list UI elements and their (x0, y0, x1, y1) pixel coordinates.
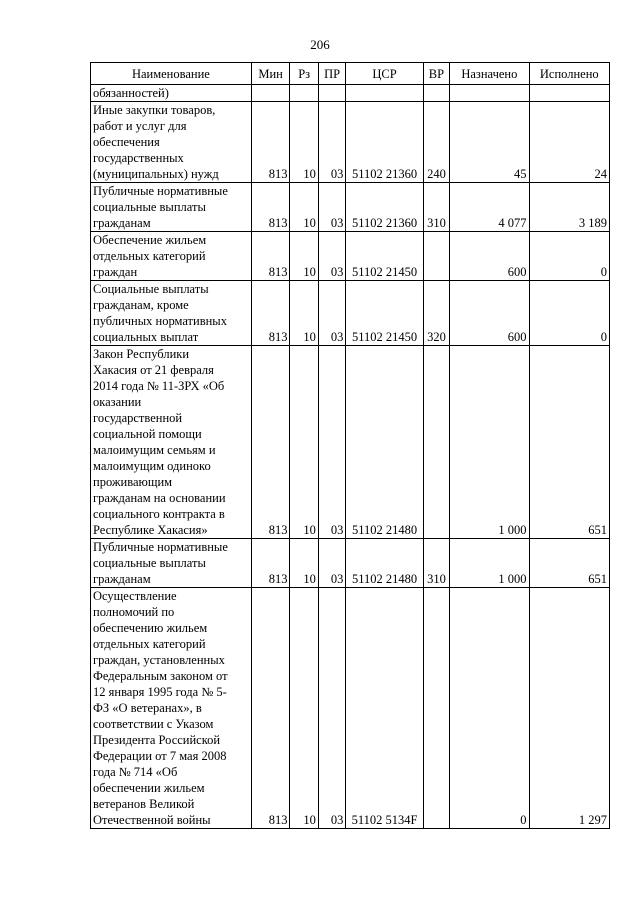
row-executed: 651 (529, 539, 609, 588)
row-rz: 10 (290, 588, 318, 829)
row-pr: 03 (318, 183, 345, 232)
row-min (251, 85, 290, 102)
row-csr: 51102 21450 (346, 281, 423, 346)
row-vr: 320 (423, 281, 449, 346)
row-vr: 240 (423, 102, 449, 183)
row-min: 813 (251, 102, 290, 183)
row-pr: 03 (318, 346, 345, 539)
table-row (91, 232, 610, 281)
row-min: 813 (251, 232, 290, 281)
row-min: 813 (251, 281, 290, 346)
row-csr: 51102 21360 (346, 183, 423, 232)
row-rz (290, 85, 318, 102)
table-header-row (91, 63, 610, 85)
row-executed: 24 (529, 102, 609, 183)
row-name: Закон Республики Хакасия от 21 февраля 2014 года № 11-ЗРХ «Об оказании государственной социальной помощи малоимущим семьям и малоимущим одиноко проживающим гражданам на основании социального контракта в Республике Хакасия» (91, 346, 252, 539)
row-assigned: 45 (450, 102, 529, 183)
header-rz: Рз (290, 63, 318, 85)
row-name: Обеспечение жильем отдельных категорий граждан (91, 232, 252, 281)
row-pr: 03 (318, 588, 345, 829)
row-pr: 03 (318, 232, 345, 281)
row-assigned: 1 000 (450, 346, 529, 539)
row-pr: 03 (318, 281, 345, 346)
row-rz: 10 (290, 539, 318, 588)
row-csr: 51102 5134F (346, 588, 423, 829)
row-rz: 10 (290, 102, 318, 183)
row-vr (423, 85, 449, 102)
row-executed: 0 (529, 281, 609, 346)
row-csr (346, 85, 423, 102)
table-row (91, 85, 610, 102)
row-executed: 651 (529, 346, 609, 539)
header-csr: ЦСР (346, 63, 423, 85)
row-rz: 10 (290, 346, 318, 539)
row-rz: 10 (290, 232, 318, 281)
row-min: 813 (251, 588, 290, 829)
row-name: Публичные нормативные социальные выплаты гражданам (91, 539, 252, 588)
table-row (91, 102, 610, 183)
header-min: Мин (251, 63, 290, 85)
row-executed: 3 189 (529, 183, 609, 232)
row-vr: 310 (423, 183, 449, 232)
row-name: Социальные выплаты гражданам, кроме публичных нормативных социальных выплат (91, 281, 252, 346)
row-csr: 51102 21360 (346, 102, 423, 183)
header-vr: ВР (423, 63, 449, 85)
row-vr (423, 588, 449, 829)
header-assigned: Назначено (450, 63, 529, 85)
table-row (91, 588, 610, 829)
row-assigned: 1 000 (450, 539, 529, 588)
table-row (91, 183, 610, 232)
row-executed: 1 297 (529, 588, 609, 829)
page-number: 206 (310, 37, 330, 52)
row-vr (423, 346, 449, 539)
row-assigned: 4 077 (450, 183, 529, 232)
row-csr: 51102 21450 (346, 232, 423, 281)
row-vr: 310 (423, 539, 449, 588)
header-executed: Исполнено (529, 63, 609, 85)
table-row (91, 539, 610, 588)
row-pr: 03 (318, 102, 345, 183)
header-name: Наименование (91, 63, 252, 85)
row-name: Осуществление полномочий по обеспечению жильем отдельных категорий граждан, установленных Федеральным законом от 12 января 1995 года № 5- ФЗ «О ветеранах», в соответствии с Указом Президента Российской Федерации от 7 мая 2008 года № 714 «Об обеспечении жильем ветеранов Великой Отечественной войны (91, 588, 252, 829)
row-csr: 51102 21480 (346, 346, 423, 539)
row-executed (529, 85, 609, 102)
table-row (91, 346, 610, 539)
row-pr (318, 85, 345, 102)
row-name: Публичные нормативные социальные выплаты гражданам (91, 183, 252, 232)
row-name: обязанностей) (91, 85, 252, 102)
row-assigned: 600 (450, 232, 529, 281)
row-assigned (450, 85, 529, 102)
row-min: 813 (251, 183, 290, 232)
row-csr: 51102 21480 (346, 539, 423, 588)
row-vr (423, 232, 449, 281)
row-executed: 0 (529, 232, 609, 281)
row-min: 813 (251, 346, 290, 539)
row-pr: 03 (318, 539, 345, 588)
row-assigned: 600 (450, 281, 529, 346)
row-rz: 10 (290, 281, 318, 346)
budget-table (90, 62, 610, 829)
row-min: 813 (251, 539, 290, 588)
row-name: Иные закупки товаров, работ и услуг для обеспечения государственных (муниципальных) нужд (91, 102, 252, 183)
row-rz: 10 (290, 183, 318, 232)
row-assigned: 0 (450, 588, 529, 829)
header-pr: ПР (318, 63, 345, 85)
table-row (91, 281, 610, 346)
